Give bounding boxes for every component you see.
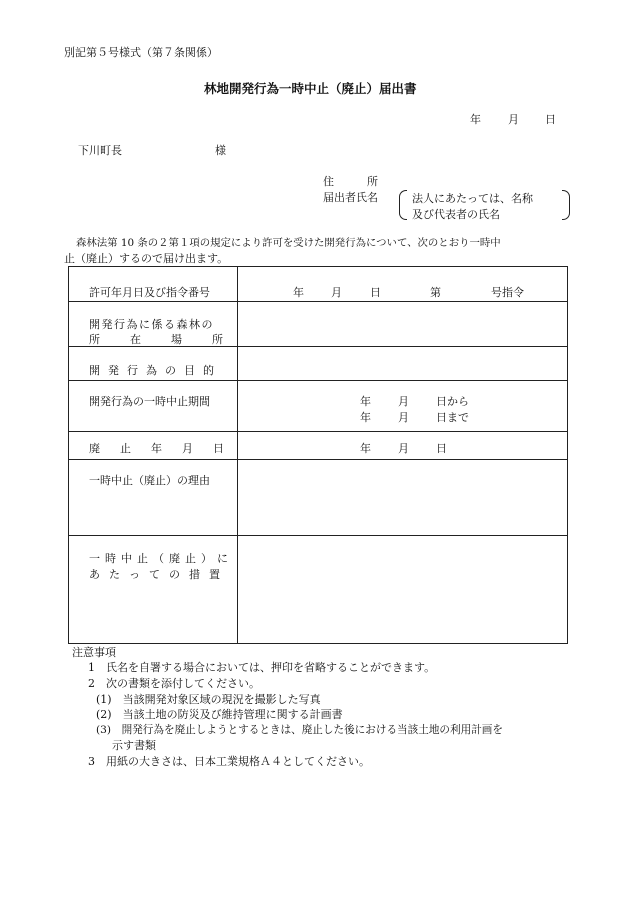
suspension-to-day: 日まで [436, 411, 469, 424]
suspension-to-month: 月 [398, 411, 409, 424]
intro-line2: 止（廃止）するので届け出ます。 [64, 252, 229, 265]
note-bracket-right [562, 190, 570, 220]
suspension-reason-label: 一時中止（廃止）の理由 [89, 474, 210, 487]
suspension-from-month: 月 [398, 395, 409, 408]
note-item-2-3-line1: (3) 開発行為を廃止しようとするときは、廃止した後における当該土地の利用計画を [96, 724, 503, 736]
suspension-to-year: 年 [360, 411, 371, 424]
row-divider [69, 535, 567, 536]
forest-location-label-line2: 所在場所 [89, 333, 253, 346]
date-month: 月 [508, 113, 519, 126]
permit-year: 年 [293, 286, 304, 299]
suspension-period-label: 開発行為の一時中止期間 [89, 395, 210, 408]
permit-day: 日 [370, 286, 381, 299]
row-divider [69, 459, 567, 460]
addressee-honorific: 様 [215, 144, 226, 157]
suspension-from-day: 日から [436, 395, 469, 408]
forest-location-label-line1: 開発行為に係る森林の [89, 318, 214, 331]
abolition-day: 日 [436, 442, 447, 455]
applicant-note-line1: 法人にあたっては、名称 [412, 192, 533, 205]
note-item-2-3-line2: 示す書類 [112, 739, 156, 752]
intro-line1: 森林法第 10 条の２第１項の規定により許可を受けた開発行為について、次のとおり一時中 [76, 237, 501, 249]
abolition-date-label: 廃止年月日 [89, 442, 244, 455]
abolition-year: 年 [360, 442, 371, 455]
column-divider [237, 267, 238, 643]
row-divider [69, 380, 567, 381]
note-item-2: 2 次の書類を添付してください。 [88, 677, 260, 690]
row-divider [69, 346, 567, 347]
permit-date-label: 許可年月日及び指令番号 [89, 286, 210, 299]
note-item-3: 3 用紙の大きさは、日本工業規格Ａ４としてください。 [88, 755, 370, 768]
date-year: 年 [470, 113, 481, 126]
note-item-1: 1 氏名を自署する場合においては、押印を省略することができます。 [88, 661, 436, 674]
measures-label-line1: 一時中止（廃止）に [89, 552, 233, 565]
suspension-from-year: 年 [360, 395, 371, 408]
permit-month: 月 [331, 286, 342, 299]
form-reference: 別記第５号様式（第７条関係） [64, 46, 218, 59]
date-day: 日 [545, 113, 556, 126]
note-item-2-2: (2) 当該土地の防災及び維持管理に関する計画書 [96, 708, 343, 721]
permit-gou: 号指令 [491, 286, 524, 299]
applicant-note-line2: 及び代表者の氏名 [412, 208, 500, 221]
measures-label-line2: あたっての措置 [89, 568, 229, 581]
purpose-label: 開発行為の目的 [89, 364, 222, 377]
row-divider [69, 431, 567, 432]
abolition-month: 月 [398, 442, 409, 455]
document-title: 林地開発行為一時中止（廃止）届出書 [204, 81, 417, 96]
addressee-name: 下川町長 [78, 144, 122, 157]
note-item-2-1: (1) 当該開発対象区域の現況を撮影した写真 [96, 693, 321, 706]
address-label: 住 所 [323, 175, 378, 188]
note-bracket-left [399, 190, 407, 220]
permit-dai: 第 [430, 286, 441, 299]
report-table [68, 266, 568, 644]
applicant-name-label: 届出者氏名 [323, 191, 378, 204]
row-divider [69, 301, 567, 302]
notes-heading: 注意事項 [72, 646, 116, 659]
